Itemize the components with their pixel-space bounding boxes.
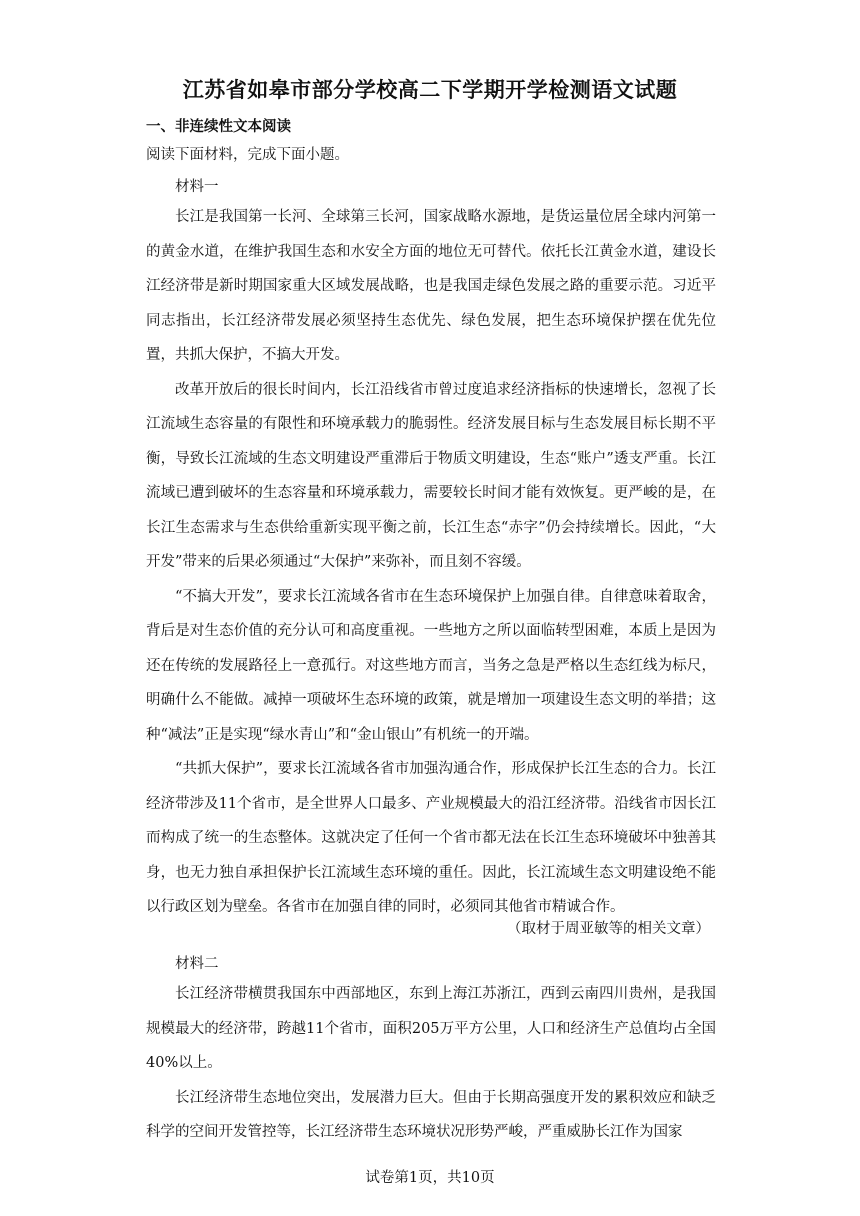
material-two-label: 材料二	[175, 956, 219, 972]
material-one-paragraph-1: 长江是我国第一长河、全球第三长河，国家战略水源地，是货运量位居全球内河第一的黄金水道，在维护我国生态和水安全方面的地位无可替代。依托长江黄金水道，建设长江经济带是新时期国家重大区域发展战略，也是我国走绿色发展之路的重要示范。习近平同志指出，长江经济带发展必须坚持生态优先、绿色发展，把生态环境保护摆在优先位置，共抓大保护，不搞大开发。	[146, 209, 716, 363]
material-one-paragraph-4: “共抓大保护”，要求长江流域各省市加强沟通合作，形成保护长江生态的合力。长江经济带涉及11个省市，是全世界人口最多、产业规模最大的沿江经济带。沿线省市因长江而构成了统一的生态整体。这就决定了任何一个省市都无法在长江生态环境破坏中独善其身，也无力独自承担保护长江流域生态环境的重任。因此，长江流域生态文明建设绝不能以行政区划为壁垒。各省市在加强自律的同时，必须同其他省市精诚合作。	[146, 761, 716, 915]
material-two-paragraph-2: 长江经济带生态地位突出，发展潜力巨大。但由于长期高强度开发的累积效应和缺乏科学的空间开发管控等，长江经济带生态环境状况形势严峻，严重威胁长江作为国家	[146, 1089, 716, 1140]
material-two-body	[146, 977, 716, 1150]
material-one-paragraph-2: 改革开放后的很长时间内，长江沿线省市曾过度追求经济指标的快速增长，忽视了长江流域生态容量的有限性和环境承载力的脆弱性。经济发展目标与生态发展目标长期不平衡，导致长江流域的生态文明建设严重滞后于物质文明建设，生态“账户”透支严重。长江流域已遭到破坏的生态容量和环境承载力，需要较长时间才能有效恢复。更严峻的是，在长江生态需求与生态供给重新实现平衡之前，长江生态“赤字”仍会持续增长。因此，“大开发”带来的后果必须通过“大保护”来弥补，而且刻不容缓。	[146, 381, 716, 570]
material-two-paragraph-1: 长江经济带横贯我国东中西部地区，东到上海江苏浙江，西到云南四川贵州，是我国规模最大的经济带，跨越11个省市，面积205万平方公里，人口和经济生产总值均占全国40%以上。	[146, 986, 716, 1071]
page-footer: 试卷第1页，共10页	[365, 1170, 495, 1186]
material-one-label: 材料一	[175, 179, 219, 195]
section-heading: 一、非连续性文本阅读	[146, 119, 291, 135]
material-one-source: （取材于周亚敏等的相关文章）	[507, 921, 710, 937]
exam-title: 江苏省如皋市部分学校高二下学期开学检测语文试题	[182, 78, 678, 102]
material-one-paragraph-3: “不搞大开发”，要求长江流域各省市在生态环境保护上加强自律。自律意味着取舍，背后是对生态价值的充分认可和高度重视。一些地方之所以面临转型困难，本质上是因为还在传统的发展路径上一意孤行。对这些地方而言，当务之急是严格以生态红线为标尺，明确什么不能做。减掉一项破坏生态环境的政策，就是增加一项建设生态文明的举措；这种“减法”正是实现“绿水青山”和“金山银山”有机统一的开端。	[146, 588, 716, 743]
instruction-text: 阅读下面材料，完成下面小题。	[146, 147, 349, 163]
material-one-body	[146, 200, 716, 925]
